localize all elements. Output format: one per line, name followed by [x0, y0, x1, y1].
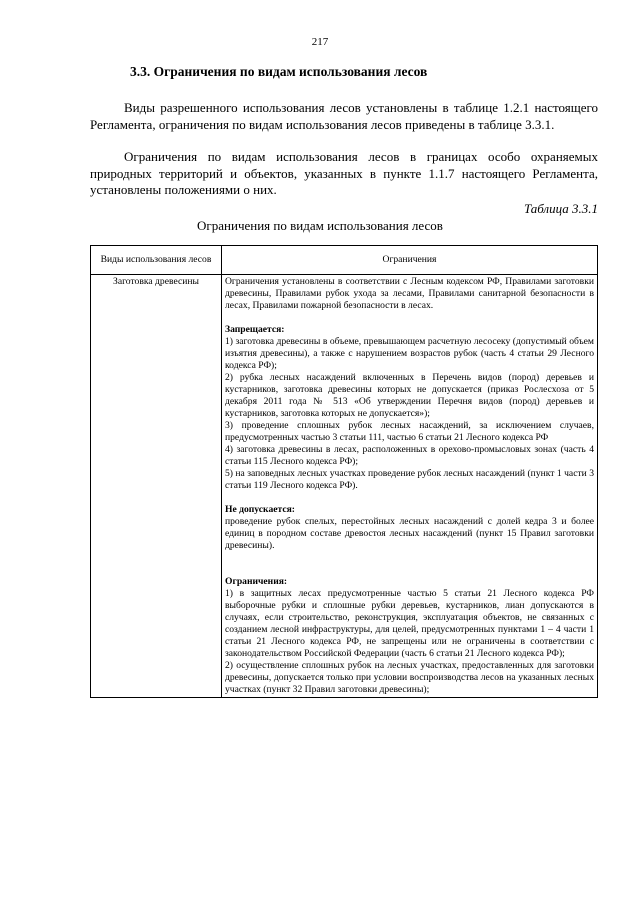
restrictions-cell — [222, 275, 598, 698]
restrictions-intro: Ограничения установлены в соответствии с Лесным кодексом РФ, Правилами заготовки древесины, Правилами рубок ухода за лесами, Правилами санитарной безопасности в лесах, Правилами пожарной безопасности в лесах. — [225, 276, 594, 311]
table-header-row — [91, 246, 598, 275]
restrictions-table — [90, 245, 598, 698]
prohibited-item: 2) рубка лесных насаждений включенных в Перечень видов (пород) деревьев и кустарников, заготовка древесины которых не допускается (приказ Рослесхоза от 5 декабря 2011 года № 513 «Об утверждении Перечня видов (пород) деревьев и кустарников, заготовка которых не допускается»); — [225, 372, 594, 419]
table-row — [91, 275, 598, 698]
table-reference: Таблица 3.3.1 — [523, 201, 598, 216]
usage-kind-cell: Заготовка древесины — [91, 275, 222, 698]
limits-item: 1) в защитных лесах предусмотренные частью 5 статьи 21 Лесного кодекса РФ выборочные рубки и сплошные рубки деревьев, кустарников, лиан допускаются в случаях, если строительство, реконструкция, эксплуатация объектов, не связанных с созданием лесной инфраструктуры, для целей, предусмотренных пунктами 1 – 4 части 1 статьи 21 Лесного кодекса РФ, не запрещены или не ограничены в соответствии с законодательством Российской Федерации (часть 6 статьи 21 Лесного кодекса РФ); — [225, 588, 594, 659]
limits-title: Ограничения: — [225, 576, 288, 587]
page-number: 217 — [311, 36, 329, 48]
paragraph-2: Ограничения по видам использования лесов в границах особо охраняемых природных территорий и объектов, указанных в пункте 1.1.7 настоящего Регламента, установлены положениями о них. — [90, 149, 598, 197]
prohibited-item: 3) проведение сплошных рубок лесных насаждений, за исключением случаев, предусмотренных частью 3 статьи 111, частью 6 статьи 21 Лесного кодекса РФ — [225, 420, 594, 443]
header-usage-kinds: Виды использования лесов — [91, 246, 222, 275]
limits-item: 2) осуществление сплошных рубок на лесных участках, предоставленных для заготовки древесины, допускается только при условии воспроизводства лесов на указанных лесных участках (пункт 32 Правил заготовки древесины); — [225, 660, 594, 695]
prohibited-item: 5) на заповедных лесных участках проведение рубок лесных насаждений (пункт 1 части 3 статьи 119 Лесного кодекса РФ). — [225, 468, 594, 491]
not-allowed-text: проведение рубок спелых, перестойных лесных насаждений с долей кедра 3 и более единиц в породном составе древостоя лесных насаждений (пункт 15 Правил заготовки древесины). — [225, 516, 594, 551]
not-allowed-title: Не допускается: — [225, 504, 295, 515]
prohibited-title: Запрещается: — [225, 324, 285, 335]
section-heading: 3.3. Ограничения по видам использования лесов — [130, 64, 428, 79]
paragraph-1: Виды разрешенного использования лесов установлены в таблице 1.2.1 настоящего Регламента, ограничения по видам использования лесов приведены в таблице 3.3.1. — [90, 100, 598, 132]
prohibited-item: 1) заготовка древесины в объеме, превышающем расчетную лесосеку (допустимый объем изъятия древесины), а также с нарушением возрастов рубок (часть 4 статьи 29 Лесного кодекса РФ); — [225, 336, 594, 371]
table-title: Ограничения по видам использования лесов — [197, 218, 443, 233]
header-restrictions: Ограничения — [222, 246, 598, 275]
prohibited-item: 4) заготовка древесины в лесах, расположенных в орехово-промысловых зонах (часть 4 статьи 115 Лесного кодекса РФ); — [225, 444, 594, 467]
